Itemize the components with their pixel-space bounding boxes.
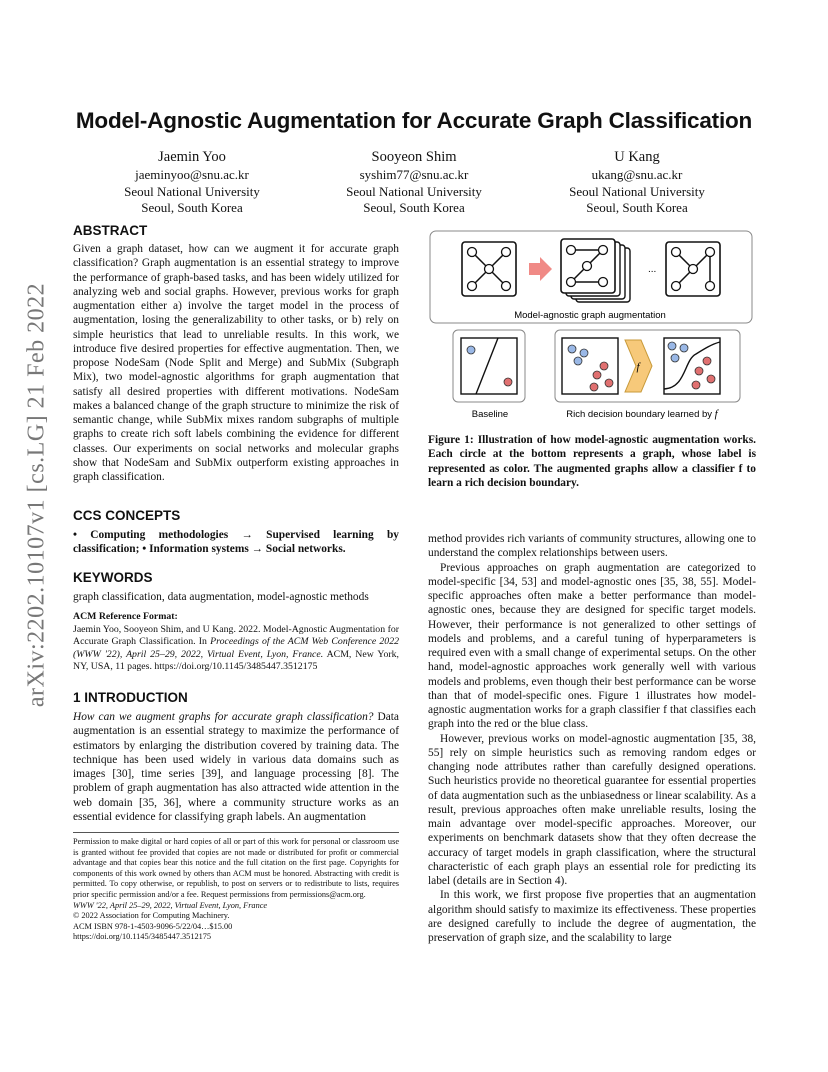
paragraph: However, previous works on model-agnostic augmentation [35, 38, 55] rely on simple heuristics such as removing random edges or changing node attributes rather than carefully designed operations. Such heuristics provide no theoretical guarantee for essential properties of data augmentation such as the unbiasedness or linear scalability. As a result, previous approaches often make unreliable results, losing the main advantage over model-specific approaches. Moreover, our experiments on benchmark datasets show that they often decrease the accuracy of target models in graph classification, where the structural characteristic of each graph plays an essential role for predicting its label (details are in Section 4). <box>428 732 756 887</box>
author-name: Sooyeon Shim <box>371 149 457 165</box>
intro-text <box>73 710 399 824</box>
abstract-paragraph: Given a graph dataset, how can we augment it for accurate graph classification? Graph augmentation is an essential strategy to improve the performance of graph-based tasks, and has been widely utilized for analyzing web and social graphs. However, previous works for graph augmentation either a) involve the target model in the process of augmentation, losing the generalizability to other tasks, or b) rely on simple heuristics that lead to unreliable results. In this work, we introduce five desired properties for effective augmentation. Then, we propose NodeSam (Node Split and Merge) and SubMix (Subgraph Mix), two model-agnostic algorithms for graph augmentation that satisfy all desired properties with different motivations. NodeSam makes a balanced change of the graph structure to minimize the risk of semantic change, while SubMix mixes random subgraphs of multiple graphs to create rich soft labels combining the evidence for different classes. Our experiments on social networks and molecular graphs show that NodeSam and SubMix outperform existing approaches in graph classification. <box>73 243 399 483</box>
paper-title: Model-Agnostic Augmentation for Accurate Graph Classification <box>75 108 753 133</box>
footnote-isbn: ACM ISBN 978-1-4503-9096-5/22/04…$15.00 <box>73 921 233 931</box>
abstract-heading: ABSTRACT <box>73 223 148 238</box>
paragraph: In this work, we first propose five properties that an augmentation algorithm should satisfy to maximize its effectiveness. These properties are designed carefully to include the degree of augmentation, the preservation of graph size, and the scalability to large <box>428 889 756 944</box>
author-name: Jaemin Yoo <box>158 149 226 165</box>
reference-venue: Proceedings of the ACM Web Conference 2022 (WWW '22), April 25–29, 2022, Virtual Event, Lyon, France. <box>73 636 399 660</box>
figure-caption: Figure 1: Illustration of how model-agnostic augmentation works. Each circle at the bottom represents a graph, whose label is represented as color. The augmented graphs allow a classifier f to learn a rich decision boundary. <box>428 434 756 489</box>
keywords-text: graph classification, data augmentation, model-agnostic methods <box>73 591 369 603</box>
author-location: Seoul, South Korea <box>586 200 688 215</box>
footnote-copyright: © 2022 Association for Computing Machinery. <box>73 911 230 921</box>
footnote-rule <box>73 832 399 833</box>
ccs-heading: CCS CONCEPTS <box>73 508 181 523</box>
ellipsis-text: ... <box>648 264 657 275</box>
acm-reference-heading: ACM Reference Format: <box>73 611 178 622</box>
ccs-text: • Computing methodologies → Supervised learning by classification; • Information systems → Social networks. <box>73 529 399 556</box>
baseline-label: Baseline <box>471 409 509 420</box>
acm-reference <box>73 611 399 674</box>
reference-publisher: ACM, New York, NY, USA, 11 pages. https://doi.org/10.1145/3485447.3512175 <box>73 648 399 673</box>
author-affiliation: Seoul National University <box>346 183 482 199</box>
author-location: Seoul, South Korea <box>363 200 465 215</box>
red-graph-point <box>504 378 512 386</box>
intro-question: How can we augment graphs for accurate graph classification? <box>73 711 374 723</box>
author-email: ukang@snu.ac.kr <box>591 167 683 182</box>
augmented-graphs-stack <box>561 239 630 302</box>
permission-notice: Permission to make digital or hard copies of all or part of this work for personal or classroom use is granted without fee provided that copies are not made or distributed for profit or commercial advantage and that copies bear this notice and the full citation on the first page. Copyrights for components of this work owned by others than ACM must be honored. Abstracting with credit is permitted. To copy otherwise, or republish, to post on servers or to redistribute to lists, requires prior specific permission and/or a fee. Request permissions from permissions@acm.org. <box>73 837 399 899</box>
original-graph <box>462 242 516 296</box>
acm-reference-text <box>73 624 399 674</box>
arxiv-side-label <box>23 282 50 708</box>
abstract-text <box>73 242 399 484</box>
reference-authors: Jaemin Yoo, Sooyeon Shim, and U Kang. 2022. Model-Agnostic Augmentation for Accurate Graph Classification. In <box>73 623 399 648</box>
arxiv-identifier: arXiv:2202.10107v1 [cs.LG] 21 Feb 2022 <box>23 282 50 708</box>
author-email: syshim77@snu.ac.kr <box>359 167 469 182</box>
augment-arrow-icon <box>529 257 552 281</box>
right-column-text <box>428 532 756 945</box>
blue-graph-point <box>467 346 475 354</box>
top-panel-label: Model-agnostic graph augmentation <box>514 310 666 321</box>
footnote-doi: https://doi.org/10.1145/3485447.3512175 <box>73 932 212 942</box>
rich-boundary-label: Rich decision boundary learned by f <box>566 408 718 420</box>
author-affiliation: Seoul National University <box>569 183 705 199</box>
paragraph: method provides rich variants of community structures, allowing one to understand the complex relationships between users. <box>428 533 756 560</box>
paragraph: Previous approaches on graph augmentation are categorized to model-specific [34, 53] and model-agnostic ones [35, 38, 55]. Model-specific approaches often make a better performance than model-agnostic ones, because they are designed for specific target models. However, their performance is not generalized to other settings of models and problems, and a careful tuning of hyperparameters is required even with a small change of experimental setups. On the other hand, model-agnostic approaches work generally well with various models and problems, even though their best performance can be worse than that of model-specific ones. Figure 1 illustrates how model-agnostic augmentation works for a graph classifier f that classifies each graph into the red or the blue class. <box>428 561 756 731</box>
keywords-heading: KEYWORDS <box>73 570 153 585</box>
footnote <box>73 837 399 943</box>
author-location: Seoul, South Korea <box>141 200 243 215</box>
author-name: U Kang <box>614 149 660 165</box>
intro-heading: 1 INTRODUCTION <box>73 690 188 705</box>
author-block <box>294 148 534 217</box>
author-email: jaeminyoo@snu.ac.kr <box>135 167 249 182</box>
intro-paragraph <box>73 710 399 824</box>
classifier-f-symbol: f <box>636 361 640 373</box>
author-block <box>72 148 312 217</box>
intro-rest: Data augmentation is an essential strategy to maximize the performance of estimators by enlarging the distribution covered by training data. The technique has been used widely in various data domains such as images [30], time series [39], and language processing [8]. The problem of graph augmentation has also attracted wide attention in the web domain [35, 36], where a community structure works as an essential evidence for classifying graph labels. An augmentation <box>73 711 399 823</box>
figure-1 <box>428 228 758 428</box>
author-block <box>517 148 757 217</box>
augmented-graph-last <box>666 242 720 296</box>
footnote-venue: WWW '22, April 25–29, 2022, Virtual Event, Lyon, France <box>73 900 268 910</box>
author-affiliation: Seoul National University <box>124 183 260 199</box>
